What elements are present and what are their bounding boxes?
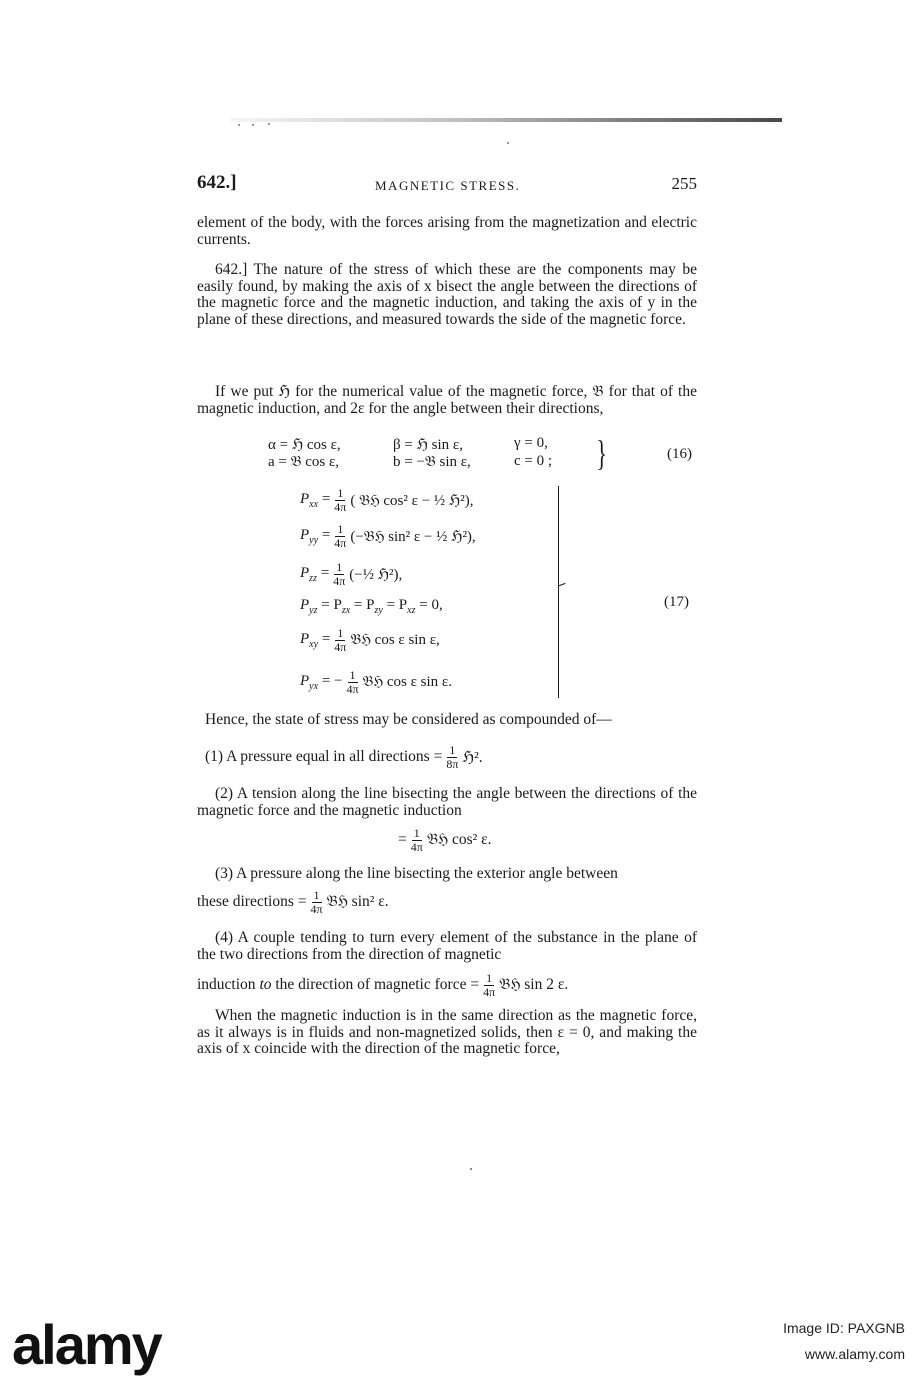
equation-number-16: (16) bbox=[667, 446, 692, 462]
eq17-brace bbox=[548, 486, 559, 698]
scan-speck bbox=[507, 142, 509, 144]
image-id: Image ID: PAXGNB bbox=[783, 1320, 905, 1336]
item-4-equation: induction to the direction of magnetic force = $\frac{1}{4\pi}$ 𝔅ℌ sin 2 ε. bbox=[197, 970, 569, 999]
eq17-pzz: $P_{zz}$ = $\frac{1}{4\pi}$ (−½ ℌ²), bbox=[300, 559, 403, 588]
item-3: (3) A pressure along the line bisecting the exterior angle between bbox=[215, 865, 618, 882]
scan-speck bbox=[238, 124, 240, 126]
running-title: MAGNETIC STRESS. bbox=[375, 178, 521, 193]
eq17-pyx: $P_{yx}$ = − $\frac{1}{4\pi}$ 𝔅ℌ cos ε sin ε. bbox=[300, 667, 452, 696]
equation-number-17: (17) bbox=[664, 594, 689, 610]
site-url: www.alamy.com bbox=[804, 1346, 905, 1362]
scan-speck bbox=[252, 124, 254, 126]
eq17-shear-zero: $P_{yz} = P_{zx} = P_{zy} = P_{xz} = 0$, bbox=[300, 596, 443, 616]
eq16-b: b = −𝔅 sin ε, bbox=[393, 454, 471, 470]
svg-text:alamy: alamy bbox=[12, 1316, 161, 1376]
running-header bbox=[197, 172, 697, 202]
scan-artifact bbox=[230, 118, 782, 122]
item-4: (4) A couple tending to turn every element of the substance in the plane of the two directions from the direction of magnetic bbox=[197, 929, 697, 963]
eq17-pyy: $P_{yy}$ = $\frac{1}{4\pi}$ (−𝔅ℌ sin² ε − ½ ℌ²), bbox=[300, 521, 476, 550]
scan-speck bbox=[470, 1168, 472, 1170]
eq17-pxx: $P_{xx}$ = $\frac{1}{4\pi}$ ( 𝔅ℌ cos² ε − ½ ℌ²), bbox=[300, 485, 474, 514]
opening-paragraph: element of the body, with the forces arising from the magnetization and electric currents. bbox=[197, 214, 697, 248]
item-1: (1) A pressure equal in all directions = $\frac{1}{8\pi}$ ℌ². bbox=[205, 742, 483, 771]
eq16-gamma: γ = 0, bbox=[514, 435, 548, 451]
eq16-beta: β = ℌ sin ε, bbox=[393, 437, 463, 453]
scan-speck bbox=[268, 123, 270, 125]
item-2: (2) A tension along the line bisecting the angle between the directions of the magnetic force and the magnetic induction bbox=[197, 785, 697, 819]
compounded-intro: Hence, the state of stress may be considered as compounded of— bbox=[205, 711, 612, 728]
eq16-a: a = 𝔅 cos ε, bbox=[268, 454, 339, 470]
item-2-equation: = $\frac{1}{4\pi}$ 𝔅ℌ cos² ε. bbox=[398, 825, 492, 854]
alamy-logo bbox=[10, 1316, 270, 1378]
section-number: 642.] bbox=[197, 172, 237, 193]
closing-paragraph: When the magnetic induction is in the same direction as the magnetic force, as it always is in fluids and non-magnetized solids, then ε = 0, and making the axis of x coincide with the direction of the magnetic force, bbox=[197, 1007, 697, 1057]
paragraph-definitions: If we put ℌ for the numerical value of the magnetic force, 𝔅 for that of the magnetic induction, and 2ε for the angle between their directions, bbox=[197, 383, 697, 417]
page-number: 255 bbox=[671, 174, 697, 193]
eq16-c: c = 0 ; bbox=[514, 453, 553, 469]
equation-17 bbox=[300, 478, 700, 700]
paragraph-642: 642.] The nature of the stress of which these are the components may be easily found, by making the axis of x bisect the angle between the directions of the magnetic force and the magnetic induction, and taking the axis of y in the plane of these directions, and measured towards the side of the magnetic force. bbox=[197, 261, 697, 328]
equation-16 bbox=[268, 435, 698, 475]
eq16-brace: } bbox=[596, 433, 607, 473]
alamy-logo-icon bbox=[10, 1316, 270, 1378]
watermark-footer bbox=[0, 1300, 919, 1390]
item-3-equation: these directions = $\frac{1}{4\pi}$ 𝔅ℌ sin² ε. bbox=[197, 887, 389, 916]
eq17-pxy: $P_{xy}$ = $\frac{1}{4\pi}$ 𝔅ℌ cos ε sin ε, bbox=[300, 625, 440, 654]
eq16-alpha: α = ℌ cos ε, bbox=[268, 437, 341, 453]
